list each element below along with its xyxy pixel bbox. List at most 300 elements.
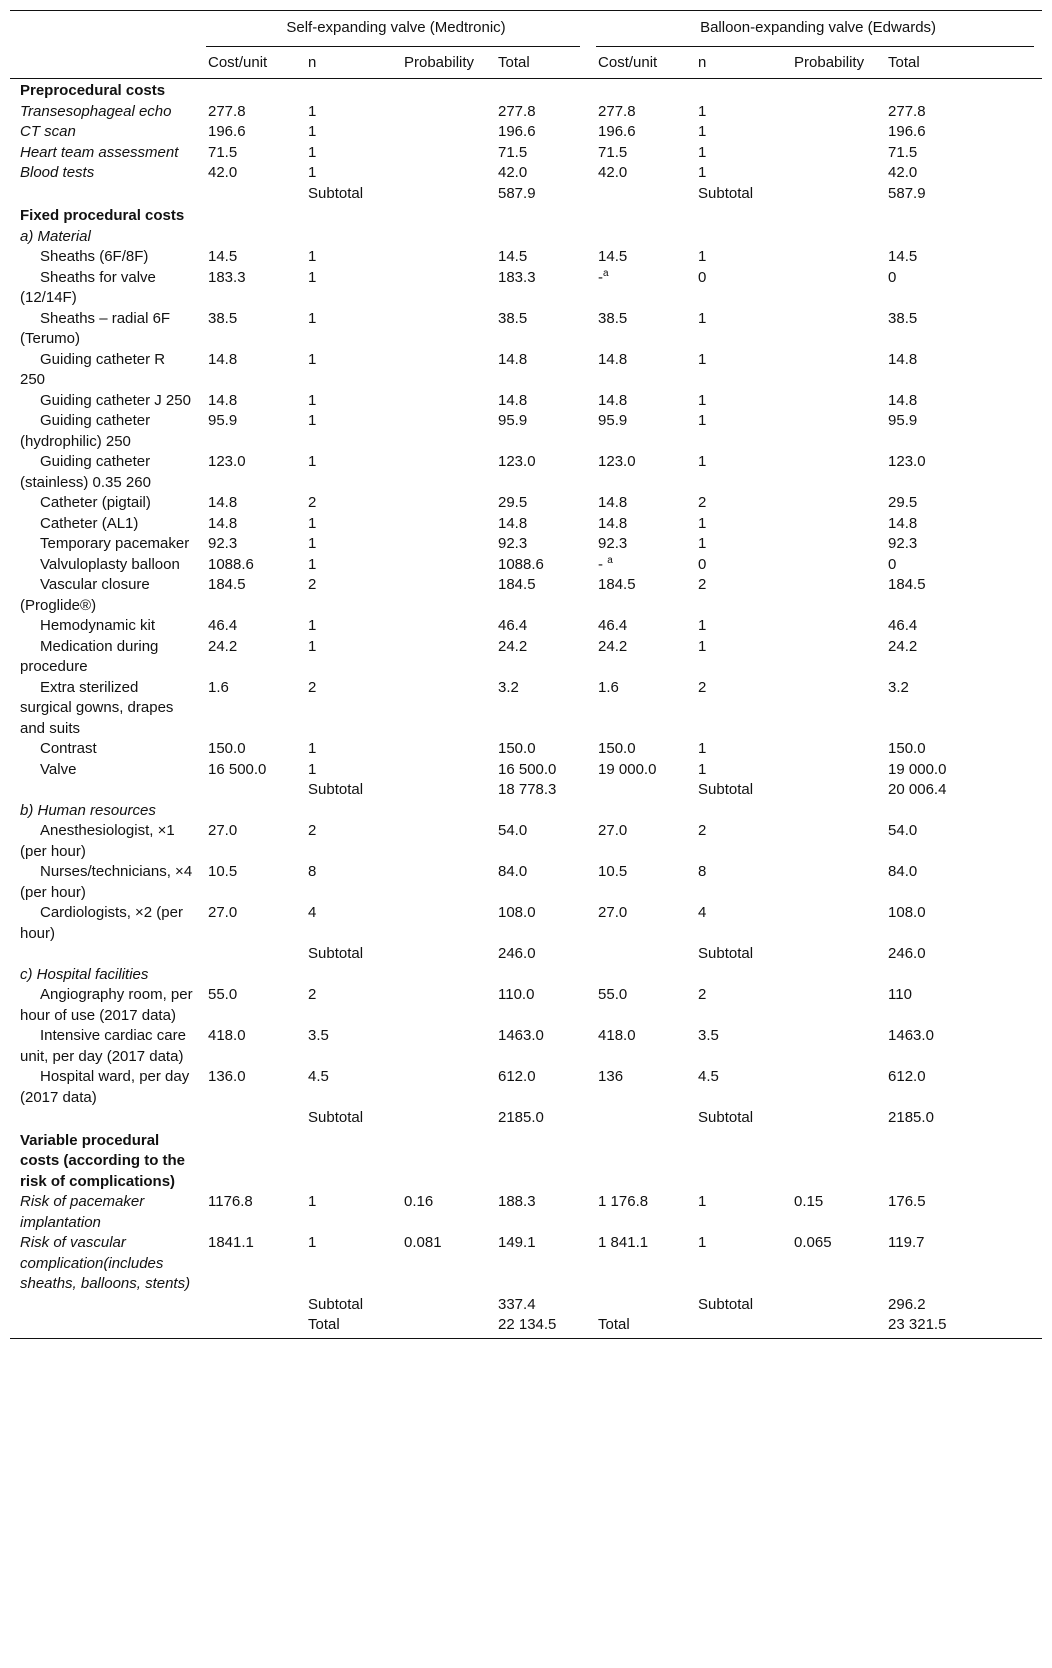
table-cell <box>784 184 878 205</box>
table-cell <box>394 1067 488 1108</box>
table-cell <box>298 268 394 309</box>
table-cell <box>784 102 878 123</box>
table-cell <box>784 1315 878 1338</box>
cell-value: 14.8 <box>888 350 918 368</box>
table-cell <box>784 1067 878 1108</box>
table-cell <box>688 1067 784 1108</box>
cell-value: 2185.0 <box>888 1109 934 1126</box>
table-cell <box>298 944 394 965</box>
cell-value: 8 <box>698 863 707 880</box>
cell-value: 4.5 <box>308 1068 329 1085</box>
table-cell <box>784 163 878 184</box>
table-cell <box>878 102 1042 123</box>
table-cell <box>588 1295 688 1316</box>
table-cell <box>488 184 588 205</box>
table-cell <box>394 616 488 637</box>
table-cell <box>394 637 488 678</box>
section-header-row <box>10 204 1042 227</box>
table-cell <box>588 1315 688 1338</box>
cell-value: 46.4 <box>888 617 918 634</box>
table-cell <box>688 1192 784 1233</box>
table-cell <box>298 1026 394 1067</box>
cell-value: 612.0 <box>888 1068 926 1085</box>
table-cell <box>784 862 878 903</box>
table-cell <box>688 903 784 944</box>
cell-value: 123.0 <box>498 453 536 470</box>
table-row <box>10 821 1042 862</box>
table-row <box>10 678 1042 740</box>
group-header-row <box>10 11 1042 46</box>
footnote-marker: a <box>603 267 609 279</box>
table-cell <box>588 247 688 268</box>
table-cell <box>588 122 688 143</box>
cell-value: 71.5 <box>598 143 628 161</box>
table-cell <box>394 760 488 781</box>
table-cell <box>878 637 1042 678</box>
table-cell <box>394 862 488 903</box>
cell-value: 150.0 <box>208 740 246 757</box>
cell-value: 27.0 <box>598 822 628 839</box>
cell-value: 38.5 <box>598 309 628 327</box>
table-cell <box>488 452 588 493</box>
cell-value: 123.0 <box>208 453 246 470</box>
table-cell <box>298 163 394 184</box>
cell-value: 71.5 <box>498 143 528 161</box>
cell-value: 1 <box>308 453 317 470</box>
table-cell <box>784 616 878 637</box>
cell-value: 8 <box>308 863 317 880</box>
table-cell <box>298 184 394 205</box>
table-cell <box>588 637 688 678</box>
table-cell <box>198 1192 298 1233</box>
table-cell <box>488 227 588 248</box>
cell-value: Subtotal <box>308 1295 364 1313</box>
column-header: Cost/unit <box>588 46 688 79</box>
cell-value: 1 841.1 <box>598 1234 649 1251</box>
cell-value: 4 <box>308 904 317 921</box>
cell-value: 1463.0 <box>498 1027 544 1044</box>
table-cell <box>588 903 688 944</box>
cell-value: 184.5 <box>498 576 536 593</box>
table-cell <box>394 985 488 1026</box>
table-cell <box>878 247 1042 268</box>
cell-value: 108.0 <box>498 904 536 921</box>
cell-value: 1 <box>308 740 317 757</box>
table-cell <box>688 575 784 616</box>
table-cell <box>784 534 878 555</box>
table-cell <box>488 903 588 944</box>
section-title: Fixed procedural costs <box>20 207 185 224</box>
table-cell <box>394 965 488 986</box>
table-cell <box>588 143 688 164</box>
cell-value: 0 <box>888 268 897 286</box>
cell-value: 14.8 <box>598 350 628 368</box>
table-cell <box>688 391 784 412</box>
table-cell <box>394 391 488 412</box>
table-cell <box>394 1315 488 1338</box>
cell-value: 1 <box>698 617 707 634</box>
cell-value: 119.7 <box>888 1234 925 1251</box>
cell-value: 1 <box>698 760 707 778</box>
cell-value: 0 <box>888 555 897 573</box>
table-cell <box>394 678 488 740</box>
table-cell <box>198 122 298 143</box>
table-cell <box>588 350 688 391</box>
cell-value: 1 <box>308 143 317 161</box>
table-cell <box>298 821 394 862</box>
table-cell <box>784 1026 878 1067</box>
cell-value: - <box>598 555 608 573</box>
cell-value: 176.5 <box>888 1193 926 1210</box>
cell-value: 1 <box>698 535 707 552</box>
cell-value: 1841.1 <box>208 1234 254 1251</box>
table-cell <box>878 616 1042 637</box>
empty-cell <box>198 204 298 227</box>
table-cell <box>198 739 298 760</box>
row-label: Catheter (pigtail) <box>40 494 151 511</box>
table-cell <box>198 555 298 576</box>
table-cell <box>198 534 298 555</box>
table-cell <box>394 903 488 944</box>
cell-value: 123.0 <box>598 453 636 470</box>
table-cell <box>298 122 394 143</box>
table-cell <box>488 268 588 309</box>
table-row <box>10 309 1042 350</box>
table-cell <box>688 268 784 309</box>
cell-value: 0 <box>698 268 707 286</box>
cell-value: 1 <box>698 1234 707 1251</box>
table-cell <box>488 985 588 1026</box>
table-cell <box>688 985 784 1026</box>
table-cell <box>878 411 1042 452</box>
table-cell <box>784 493 878 514</box>
cell-value: 587.9 <box>498 184 536 202</box>
empty-cell <box>488 204 588 227</box>
table-cell <box>688 163 784 184</box>
table-cell <box>198 760 298 781</box>
table-cell <box>878 678 1042 740</box>
empty-cell <box>878 79 1042 102</box>
table-cell <box>688 965 784 986</box>
empty-cell <box>488 79 588 102</box>
row-label: Guiding catheter R 250 <box>20 350 166 388</box>
table-cell <box>198 1108 298 1129</box>
table-cell <box>878 780 1042 801</box>
table-cell <box>588 739 688 760</box>
table-cell <box>198 1233 298 1295</box>
cell-value: 196.6 <box>208 123 246 140</box>
cell-value: 14.8 <box>598 514 628 532</box>
table-cell <box>878 903 1042 944</box>
table-cell <box>784 903 878 944</box>
table-cell <box>198 1067 298 1108</box>
cell-value: 14.8 <box>498 391 528 409</box>
table-cell <box>588 411 688 452</box>
table-row <box>10 760 1042 781</box>
cell-value: 95.9 <box>208 412 238 429</box>
table-cell <box>784 309 878 350</box>
table-cell <box>298 1192 394 1233</box>
cell-value: 29.5 <box>888 494 918 511</box>
cell-value: 1 <box>308 102 317 120</box>
cell-value: 18 778.3 <box>498 781 557 798</box>
table-cell <box>298 985 394 1026</box>
table-cell <box>588 678 688 740</box>
table-cell <box>688 309 784 350</box>
table-cell <box>784 247 878 268</box>
empty-cell <box>488 1129 588 1193</box>
table-cell <box>488 102 588 123</box>
table-cell <box>198 1026 298 1067</box>
table-cell <box>784 760 878 781</box>
table-row <box>10 862 1042 903</box>
row-label: Temporary pacemaker <box>40 535 190 552</box>
cell-value: 2 <box>698 576 707 593</box>
group-header-self-expanding <box>198 11 588 46</box>
empty-cell <box>394 1129 488 1193</box>
column-header: n <box>298 46 394 79</box>
cell-value: 1 <box>698 453 707 470</box>
table-cell <box>784 739 878 760</box>
cell-value: 2 <box>698 494 707 511</box>
cell-value: 277.8 <box>598 102 636 120</box>
empty-cell <box>688 1129 784 1193</box>
row-label: Risk of pacemaker implantation <box>20 1193 145 1231</box>
table-cell <box>784 268 878 309</box>
cell-value: 3.2 <box>498 678 519 696</box>
cell-value: 54.0 <box>888 822 918 839</box>
table-cell <box>878 1026 1042 1067</box>
table-cell <box>488 411 588 452</box>
cell-value: - <box>598 268 604 286</box>
cell-value: 42.0 <box>208 164 238 181</box>
table-cell <box>198 678 298 740</box>
table-row <box>10 493 1042 514</box>
table-cell <box>588 493 688 514</box>
cell-value: 55.0 <box>598 986 628 1003</box>
table-cell <box>394 163 488 184</box>
cell-value: 150.0 <box>598 740 636 757</box>
cell-value: 1 <box>698 514 707 532</box>
table-cell <box>878 801 1042 822</box>
table-cell <box>298 555 394 576</box>
row-label: Guiding catheter (stainless) 0.35 260 <box>20 453 151 491</box>
table-row <box>10 801 1042 822</box>
table-cell <box>688 616 784 637</box>
row-label: Anesthesiologist, ×1 (per hour) <box>20 822 175 860</box>
table-cell <box>298 1315 394 1338</box>
footnote-marker: a <box>607 554 613 566</box>
table-row <box>10 227 1042 248</box>
cell-value: 27.0 <box>598 904 628 921</box>
table-cell <box>488 514 588 535</box>
table-cell <box>298 514 394 535</box>
table-cell <box>488 1067 588 1108</box>
table-cell <box>688 411 784 452</box>
cell-value: Subtotal <box>308 781 364 798</box>
table-cell <box>488 575 588 616</box>
cell-value: 0.16 <box>404 1193 434 1210</box>
cell-value: 2 <box>308 678 317 696</box>
table-cell <box>784 555 878 576</box>
cell-value: 14.5 <box>888 248 918 265</box>
table-cell <box>878 575 1042 616</box>
cell-value: 1 <box>308 1234 317 1251</box>
cell-value: 27.0 <box>208 822 238 839</box>
table-cell <box>394 780 488 801</box>
cell-value: 196.6 <box>598 123 636 140</box>
table-cell <box>394 1233 488 1295</box>
cell-value: 95.9 <box>888 412 918 429</box>
cost-comparison-table <box>10 10 1042 1339</box>
row-label: Vascular closure (Proglide®) <box>20 576 150 614</box>
empty-cell <box>878 204 1042 227</box>
table-cell <box>198 163 298 184</box>
row-label <box>10 1295 198 1316</box>
table-cell <box>784 965 878 986</box>
table-cell <box>784 411 878 452</box>
table-cell <box>688 184 784 205</box>
cell-value: 71.5 <box>208 143 238 161</box>
cell-value: 84.0 <box>888 863 918 880</box>
table-cell <box>784 821 878 862</box>
row-label: Valve <box>40 760 77 778</box>
table-cell <box>394 944 488 965</box>
cell-value: 16 500.0 <box>208 760 267 778</box>
table-cell <box>688 780 784 801</box>
cell-value: 2 <box>698 822 707 839</box>
table-row <box>10 965 1042 986</box>
cell-value: 24.2 <box>208 637 238 655</box>
cell-value: 42.0 <box>888 164 918 181</box>
cell-value: 16 500.0 <box>498 760 557 778</box>
table-row <box>10 780 1042 801</box>
table-row <box>10 575 1042 616</box>
cell-value: 0 <box>698 555 707 573</box>
table-cell <box>878 534 1042 555</box>
table-cell <box>394 309 488 350</box>
table-row <box>10 163 1042 184</box>
cell-value: 20 006.4 <box>888 781 947 798</box>
row-label <box>10 780 198 801</box>
table-cell <box>488 821 588 862</box>
table-cell <box>488 1108 588 1129</box>
table-cell <box>588 555 688 576</box>
empty-cell <box>784 79 878 102</box>
table-row <box>10 1295 1042 1316</box>
cell-value: 1 <box>308 555 317 573</box>
table-cell <box>878 985 1042 1026</box>
table-row <box>10 122 1042 143</box>
table-cell <box>198 616 298 637</box>
table-cell <box>588 821 688 862</box>
cell-value: 46.4 <box>598 617 628 634</box>
table-cell <box>198 821 298 862</box>
cell-value: 14.8 <box>598 391 628 409</box>
cell-value: 246.0 <box>888 945 926 962</box>
table-row <box>10 411 1042 452</box>
table-row <box>10 534 1042 555</box>
table-row <box>10 184 1042 205</box>
cell-value: 184.5 <box>598 576 636 593</box>
table-cell <box>488 616 588 637</box>
cell-value: 418.0 <box>598 1027 636 1044</box>
table-cell <box>878 1315 1042 1338</box>
table-cell <box>784 122 878 143</box>
table-cell <box>394 575 488 616</box>
cell-value: Subtotal <box>698 781 754 798</box>
table-cell <box>298 739 394 760</box>
table-cell <box>394 739 488 760</box>
table-cell <box>784 780 878 801</box>
table-cell <box>588 268 688 309</box>
cell-value: 42.0 <box>498 164 528 181</box>
cell-value: 1 <box>308 514 317 532</box>
cell-value: 38.5 <box>888 309 918 327</box>
table-cell <box>198 227 298 248</box>
table-cell <box>688 247 784 268</box>
table-cell <box>878 760 1042 781</box>
table-cell <box>688 227 784 248</box>
table-cell <box>688 555 784 576</box>
table-cell <box>394 247 488 268</box>
table-cell <box>878 862 1042 903</box>
table-cell <box>198 184 298 205</box>
table-cell <box>588 1108 688 1129</box>
table-cell <box>394 514 488 535</box>
table-cell <box>198 411 298 452</box>
table-cell <box>688 637 784 678</box>
table-cell <box>298 801 394 822</box>
table-row <box>10 350 1042 391</box>
cell-value: 38.5 <box>498 309 528 327</box>
cell-value: 1 <box>308 309 317 327</box>
table-cell <box>688 862 784 903</box>
table-row <box>10 739 1042 760</box>
cell-value: 71.5 <box>888 143 918 161</box>
cell-value: 92.3 <box>498 535 528 552</box>
table-cell <box>784 678 878 740</box>
cell-value: 14.8 <box>598 494 628 511</box>
empty-cell <box>784 204 878 227</box>
cell-value: Subtotal <box>698 1109 754 1126</box>
table-cell <box>588 801 688 822</box>
table-cell <box>588 102 688 123</box>
row-label: Valvuloplasty balloon <box>40 555 180 573</box>
table-cell <box>878 184 1042 205</box>
cell-value: 14.8 <box>498 514 528 532</box>
cell-value: 0.065 <box>794 1234 832 1251</box>
table-cell <box>198 143 298 164</box>
cell-value: 612.0 <box>498 1068 536 1085</box>
table-cell <box>488 247 588 268</box>
column-header: Probability <box>394 46 488 79</box>
table-cell <box>298 760 394 781</box>
table-cell <box>688 514 784 535</box>
empty-cell <box>394 204 488 227</box>
table-row <box>10 247 1042 268</box>
cell-value: 1 <box>308 164 317 181</box>
cell-value: 1 <box>698 123 707 140</box>
empty-cell <box>198 1129 298 1193</box>
table-cell <box>394 821 488 862</box>
cell-value: 277.8 <box>498 102 536 120</box>
table-cell <box>588 965 688 986</box>
cell-value: 1 <box>698 740 707 757</box>
cell-value: 1 <box>308 760 317 778</box>
table-cell <box>588 391 688 412</box>
cell-value: 95.9 <box>498 412 528 429</box>
